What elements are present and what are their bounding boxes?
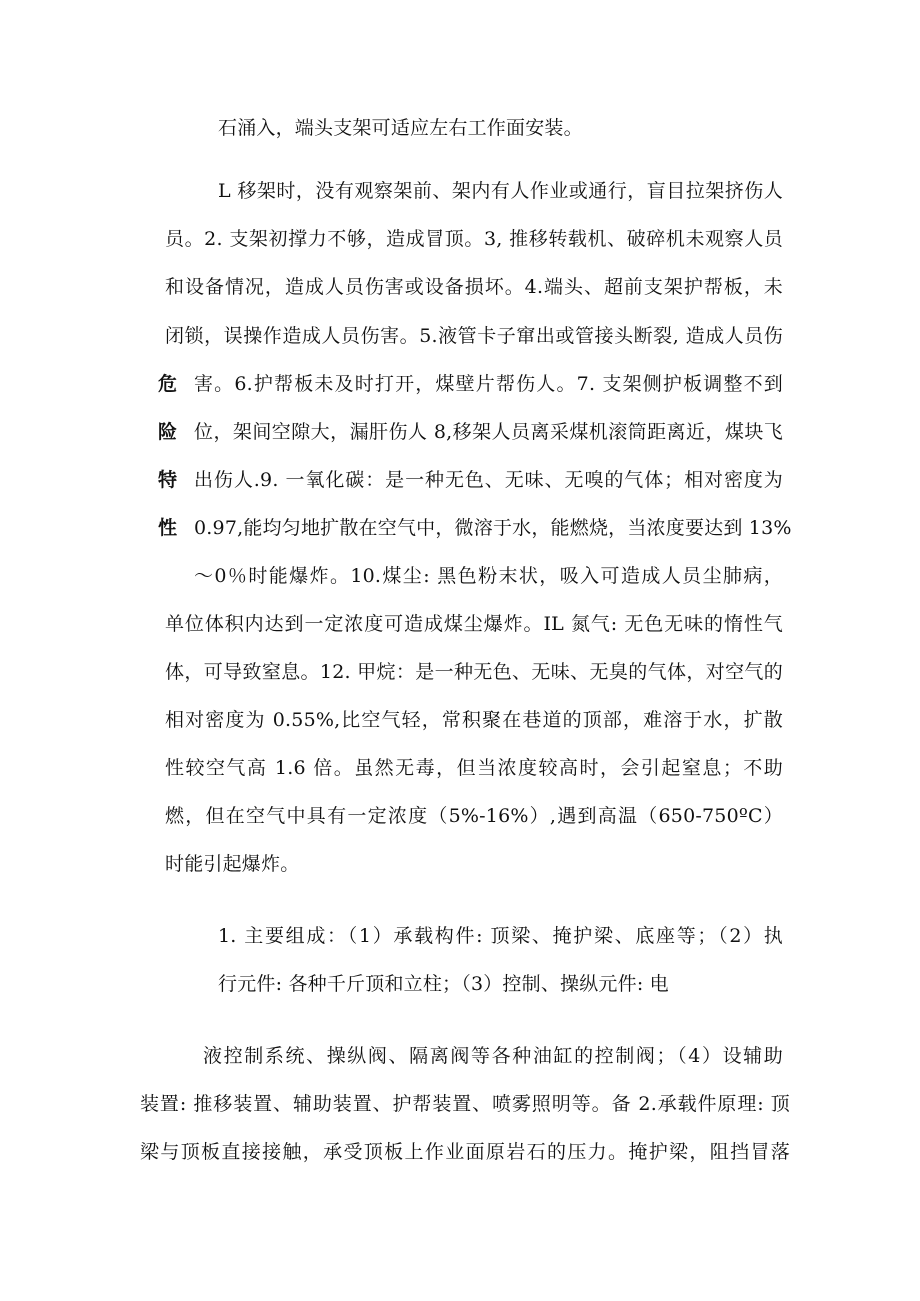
hazard-line: 闭锁，误操作造成人员伤害。5.液管卡子窜出或管接头断裂, 造成人员伤 [165,325,783,347]
hazard-line: 员。2. 支架初撑力不够，造成冒顶。3, 推移转载机、破碎机未观察人员 [165,228,783,250]
hazard-line: 位，架间空隙大，漏肝伤人 8,移架人员离采煤机滚筒距离近，煤块飞 [194,421,783,443]
hazard-line: 相对密度为 0.55%,比空气轻，常积聚在巷道的顶部，难溶于水，扩散 [165,709,783,731]
hazard-line: L 移架时，没有观察架前、架内有人作业或通行，盲目拉架挤伤人 [218,180,783,202]
hazard-line: 燃，但在空气中具有一定浓度（5%-16%）,遇到高温（650-750ºC） [165,805,783,827]
hazard-line: 体，可导致窒息。12. 甲烷：是一种无色、无味、无臭的气体，对空气的 [165,661,783,683]
hazard-line: 0.97,能均匀地扩散在空气中，微溶于水，能燃烧，当浓度要达到 13% [194,517,792,539]
continuation-line: 装置: 推移装置、辅助装置、护帮装置、喷雾照明等。备 2.承载件原理: 顶 [140,1093,790,1115]
hazard-line: 性较空气高 1.6 倍。虽然无毒，但当浓度较高时，会引起窒息；不助 [165,757,783,779]
hazard-line: 单位体积内达到一定浓度可造成煤尘爆炸。IL 氮气: 无色无味的惰性气 [165,613,783,635]
hazard-line: 出伤人.9. 一氧化碳：是一种无色、无味、无嗅的气体；相对密度为 [194,469,783,491]
continuation-line: 梁与顶板直接接触，承受顶板上作业面原岩石的压力。掩护梁，阻挡冒落 [140,1141,790,1163]
continuation-line: 液控制系统、操纵阀、隔离阀等各种油缸的控制阀；（4）设辅助 [203,1045,783,1067]
hazard-label-char: 性 [158,517,178,539]
hazard-line: ～0％时能爆炸。10.煤尘: 黑色粉末状，吸入可造成人员尘肺病， [194,565,783,587]
hazard-line: 害。6.护帮板未及时打开，煤壁片帮伤人。7. 支架侧护板调整不到 [194,373,783,395]
hazard-label-char: 危 [158,373,178,395]
hazard-line: 和设备情况，造成人员伤害或设备损坏。4.端头、超前支架护帮板，未 [165,276,783,298]
hazard-label-char: 特 [158,469,178,491]
hazard-label-char: 险 [158,421,178,443]
composition-line: 1. 主要组成：（1）承载构件: 顶梁、掩护梁、底座等；（2）执 [218,925,783,947]
intro-line: 石涌入，端头支架可适应左右工作面安装。 [218,117,583,139]
hazard-line: 时能引起爆炸。 [165,853,300,875]
composition-line: 行元件: 各种千斤顶和立柱；（3）控制、操纵元件: 电 [218,973,669,995]
